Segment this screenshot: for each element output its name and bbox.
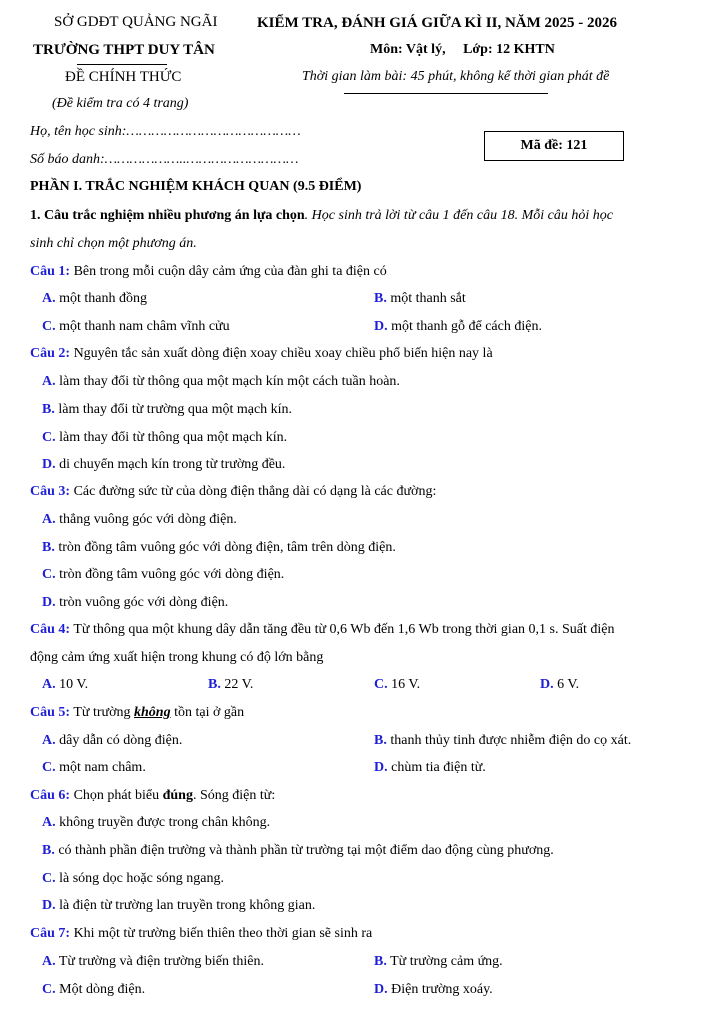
q3-option-a: A. thẳng vuông góc với dòng điện. bbox=[42, 512, 237, 527]
question-label: Câu 4: bbox=[30, 622, 71, 637]
question-text-post: . Sóng điện từ: bbox=[192, 788, 276, 803]
section-intro-line-1 bbox=[30, 209, 613, 223]
q3-option-b: B. tròn đồng tâm vuông góc với dòng điện, tâm trên dòng điện. bbox=[42, 540, 396, 555]
question-text: Các đường sức từ của dòng điện thẳng dài có dạng là các đường: bbox=[73, 484, 437, 499]
q4-option-c: C. 16 V. bbox=[374, 677, 421, 692]
q5-option-c: C. một nam châm. bbox=[42, 760, 146, 775]
time-note: Thời gian làm bài: 45 phút, không kể thời gian phát đề bbox=[302, 69, 610, 84]
question-text: Từ thông qua một khung dây dẫn tăng đều từ 0,6 Wb đến 1,6 Wb trong thời gian 0,1 s. Suất điện bbox=[73, 622, 615, 637]
official-label: ĐỀ CHÍNH THỨC bbox=[65, 69, 182, 85]
question-label: Câu 1: bbox=[30, 264, 71, 279]
question-6 bbox=[30, 789, 275, 803]
q6-option-d: D. là điện từ trường lan truyền trong không gian. bbox=[42, 898, 316, 913]
question-1 bbox=[30, 265, 387, 279]
q6-option-b: B. có thành phần điện trường và thành phần từ trường tại một điểm dao động cùng phương. bbox=[42, 843, 554, 858]
question-label: Câu 3: bbox=[30, 484, 71, 499]
q2-option-d: D. di chuyển mạch kín trong từ trường đều. bbox=[42, 457, 286, 472]
question-3 bbox=[30, 485, 436, 499]
question-5 bbox=[30, 706, 244, 720]
question-label: Câu 7: bbox=[30, 926, 71, 941]
question-text-pre: Từ trường bbox=[73, 705, 131, 720]
question-text-post: tồn tại ở gần bbox=[174, 705, 245, 720]
question-label: Câu 5: bbox=[30, 705, 71, 720]
question-text: Nguyên tắc sản xuất dòng điện xoay chiều xoay chiều phổ biến hiện nay là bbox=[73, 346, 493, 361]
q5-option-d: D. chùm tia điện từ. bbox=[374, 760, 486, 775]
section-heading: 1. Câu trắc nghiệm nhiều phương án lựa chọn bbox=[30, 208, 305, 223]
pages-note: (Đề kiểm tra có 4 trang) bbox=[52, 96, 189, 111]
q7-option-c: C. Một dòng điện. bbox=[42, 982, 146, 997]
school-name: TRƯỜNG THPT DUY TÂN bbox=[33, 42, 215, 58]
question-7 bbox=[30, 927, 372, 941]
q1-option-a: A. một thanh đồng bbox=[42, 291, 148, 306]
question-text: Khi một từ trường biến thiên theo thời gian sẽ sinh ra bbox=[73, 926, 373, 941]
q3-option-c: C. tròn đồng tâm vuông góc với dòng điện. bbox=[42, 567, 285, 582]
q1-option-c: C. một thanh nam châm vĩnh cửu bbox=[42, 319, 230, 334]
q3-option-d: D. tròn vuông góc với dòng điện. bbox=[42, 595, 229, 610]
exam-code: Mã đề: 121 bbox=[520, 138, 588, 153]
q5-option-b: B. thanh thủy tinh được nhiễm điện do cọ xát. bbox=[374, 733, 632, 748]
department-name: SỞ GDĐT QUẢNG NGÃI bbox=[54, 14, 218, 30]
question-emphasis: đúng bbox=[162, 788, 193, 803]
student-id-field: Số báo danh:………………..……………………… bbox=[30, 152, 299, 167]
q7-option-d: D. Điện trường xoáy. bbox=[374, 982, 493, 997]
q4-option-a: A. 10 V. bbox=[42, 677, 89, 692]
question-text-pre: Chọn phát biểu bbox=[73, 788, 160, 803]
exam-code-box bbox=[484, 131, 624, 161]
question-2 bbox=[30, 347, 493, 361]
q6-option-c: C. là sóng dọc hoặc sóng ngang. bbox=[42, 871, 224, 886]
student-name-field: Họ, tên học sinh:…………………………………… bbox=[30, 124, 301, 139]
question-text: Bên trong mỗi cuộn dây cảm ứng của đàn ghi ta điện có bbox=[73, 264, 387, 279]
question-label: Câu 6: bbox=[30, 788, 71, 803]
q7-option-a: A. Từ trường và điện trường biến thiên. bbox=[42, 954, 265, 969]
section-instruction-2: sinh chỉ chọn một phương án. bbox=[30, 236, 197, 251]
q4-option-b: B. 22 V. bbox=[208, 677, 254, 692]
q1-option-d: D. một thanh gỗ để cách điện. bbox=[374, 319, 542, 334]
q6-option-a: A. không truyền được trong chân không. bbox=[42, 815, 271, 830]
q7-option-b: B. Từ trường cảm ứng. bbox=[374, 954, 503, 969]
time-underline bbox=[344, 93, 548, 94]
q5-option-a: A. dây dẫn có dòng điện. bbox=[42, 733, 183, 748]
q2-option-b: B. làm thay đổi từ trường qua một mạch kín. bbox=[42, 402, 293, 417]
question-label: Câu 2: bbox=[30, 346, 71, 361]
exam-title: KIỂM TRA, ĐÁNH GIÁ GIỮA KÌ II, NĂM 2025 - 2026 bbox=[257, 15, 618, 31]
part-title: PHẦN I. TRẮC NGHIỆM KHÁCH QUAN (9.5 ĐIỂM) bbox=[30, 179, 362, 194]
q4-option-d: D. 6 V. bbox=[540, 677, 580, 692]
question-4 bbox=[30, 623, 614, 637]
question-4-continued: động cảm ứng xuất hiện trong khung có độ lớn bằng bbox=[30, 650, 324, 665]
q2-option-c: C. làm thay đổi từ thông qua một mạch kín. bbox=[42, 430, 288, 445]
q2-option-a: A. làm thay đổi từ thông qua một mạch kín một cách tuần hoàn. bbox=[42, 374, 400, 389]
school-underline bbox=[77, 64, 167, 65]
subject-line: Môn: Vật lý, Lớp: 12 KHTN bbox=[370, 42, 555, 57]
section-instruction-1: . Học sinh trả lời từ câu 1 đến câu 18. Mỗi câu hỏi học bbox=[304, 208, 613, 223]
q1-option-b: B. một thanh sắt bbox=[374, 291, 466, 306]
question-emphasis: không bbox=[134, 705, 171, 720]
